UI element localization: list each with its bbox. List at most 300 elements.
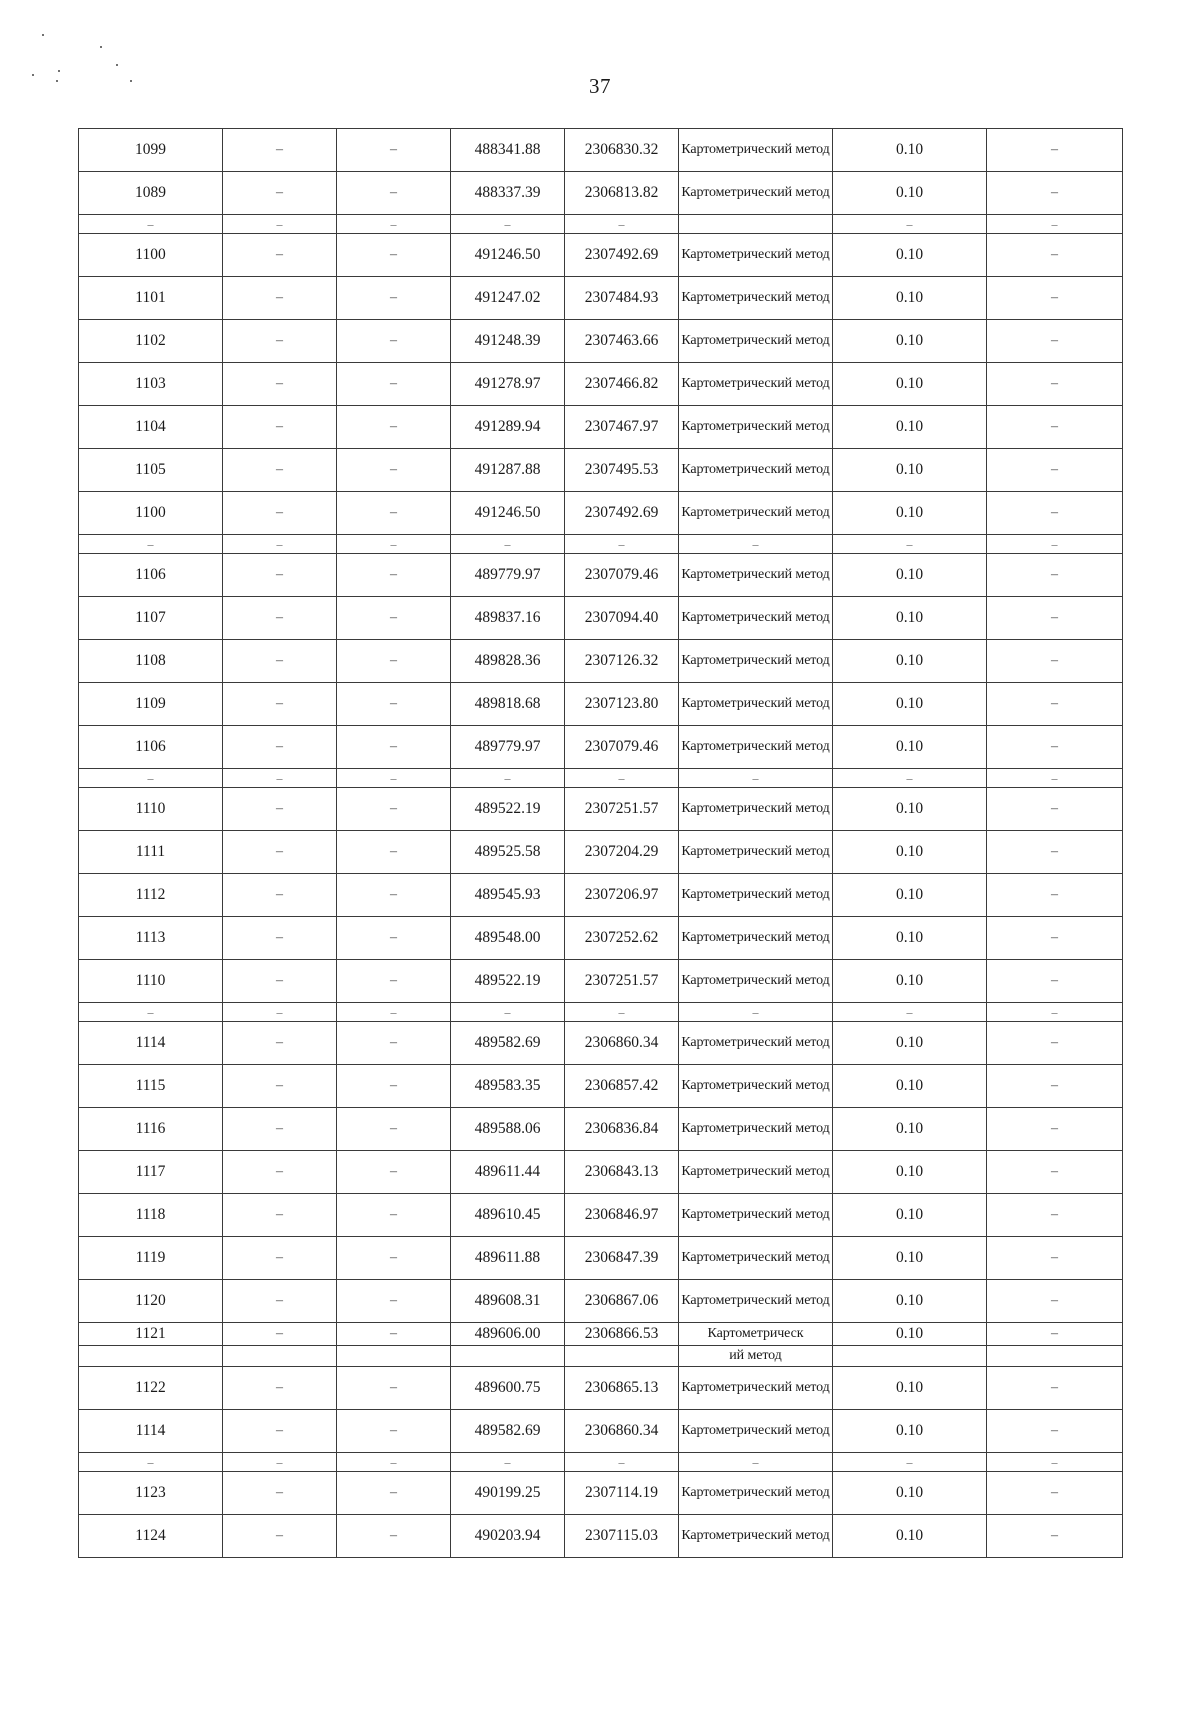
- method-cell: Картометрический метод: [679, 917, 833, 960]
- x-coordinate-cell: 491289.94: [451, 406, 565, 449]
- x-coordinate-cell: 489779.97: [451, 554, 565, 597]
- x-coordinate-cell: –: [451, 215, 565, 234]
- empty-dash-cell: –: [337, 129, 451, 172]
- point-number-cell: –: [79, 1003, 223, 1022]
- method-cell: Картометрический метод: [679, 1367, 833, 1410]
- description-cell: –: [987, 683, 1123, 726]
- point-number-cell: 1100: [79, 492, 223, 535]
- empty-dash-cell: –: [223, 1280, 337, 1323]
- empty-dash-cell: –: [337, 215, 451, 234]
- empty-dash-cell: –: [223, 1515, 337, 1558]
- point-number-cell: –: [79, 535, 223, 554]
- method-cell: –: [679, 1453, 833, 1472]
- table-row: [79, 1472, 1123, 1515]
- table-row: [79, 449, 1123, 492]
- point-number-cell: 1124: [79, 1515, 223, 1558]
- empty-dash-cell: –: [223, 1410, 337, 1453]
- table-row: [79, 726, 1123, 769]
- y-coordinate-cell: –: [565, 1453, 679, 1472]
- accuracy-cell: –: [833, 535, 987, 554]
- table-row: [79, 406, 1123, 449]
- method-cell: Картометрический метод: [679, 406, 833, 449]
- y-coordinate-cell: 2306857.42: [565, 1065, 679, 1108]
- table-row: [79, 172, 1123, 215]
- y-coordinate-cell: 2306867.06: [565, 1280, 679, 1323]
- empty-dash-cell: –: [223, 215, 337, 234]
- method-cell: Картометрический метод: [679, 234, 833, 277]
- empty-dash-cell: –: [337, 1453, 451, 1472]
- y-coordinate-cell: –: [565, 535, 679, 554]
- empty-dash-cell: –: [337, 683, 451, 726]
- empty-cell: [337, 1346, 451, 1367]
- empty-dash-cell: –: [223, 917, 337, 960]
- description-cell: –: [987, 234, 1123, 277]
- description-cell: –: [987, 1453, 1123, 1472]
- description-cell: –: [987, 406, 1123, 449]
- point-number-cell: 1117: [79, 1151, 223, 1194]
- x-coordinate-cell: 491246.50: [451, 492, 565, 535]
- empty-cell: [987, 1346, 1123, 1367]
- empty-dash-cell: –: [337, 917, 451, 960]
- y-coordinate-cell: –: [565, 769, 679, 788]
- table-row: [79, 1237, 1123, 1280]
- table-row: [79, 492, 1123, 535]
- method-cell: Картометрический метод: [679, 1065, 833, 1108]
- x-coordinate-cell: 489611.88: [451, 1237, 565, 1280]
- accuracy-cell: –: [833, 1003, 987, 1022]
- empty-dash-cell: –: [337, 1280, 451, 1323]
- method-cell: –: [679, 769, 833, 788]
- accuracy-cell: 0.10: [833, 1151, 987, 1194]
- method-cell: Картометрический метод: [679, 640, 833, 683]
- table-row: [79, 788, 1123, 831]
- accuracy-cell: 0.10: [833, 1323, 987, 1346]
- method-cell: Картометрический метод: [679, 172, 833, 215]
- point-number-cell: –: [79, 769, 223, 788]
- method-cell: Картометрический метод: [679, 554, 833, 597]
- accuracy-cell: 0.10: [833, 917, 987, 960]
- description-cell: –: [987, 1065, 1123, 1108]
- accuracy-cell: 0.10: [833, 1515, 987, 1558]
- x-coordinate-cell: –: [451, 535, 565, 554]
- accuracy-cell: 0.10: [833, 449, 987, 492]
- point-number-cell: 1107: [79, 597, 223, 640]
- empty-dash-cell: –: [337, 1410, 451, 1453]
- point-number-cell: 1122: [79, 1367, 223, 1410]
- accuracy-cell: 0.10: [833, 1280, 987, 1323]
- y-coordinate-cell: 2307492.69: [565, 492, 679, 535]
- y-coordinate-cell: –: [565, 215, 679, 234]
- x-coordinate-cell: 489588.06: [451, 1108, 565, 1151]
- accuracy-cell: –: [833, 1453, 987, 1472]
- point-number-cell: 1099: [79, 129, 223, 172]
- y-coordinate-cell: 2307094.40: [565, 597, 679, 640]
- method-cell: Картометрический метод: [679, 1280, 833, 1323]
- empty-dash-cell: –: [223, 726, 337, 769]
- table-row: [79, 831, 1123, 874]
- y-coordinate-cell: –: [565, 1003, 679, 1022]
- description-cell: –: [987, 554, 1123, 597]
- point-number-cell: 1111: [79, 831, 223, 874]
- accuracy-cell: 0.10: [833, 234, 987, 277]
- description-cell: –: [987, 1237, 1123, 1280]
- empty-cell: [451, 1346, 565, 1367]
- description-cell: –: [987, 1280, 1123, 1323]
- y-coordinate-cell: 2307492.69: [565, 234, 679, 277]
- empty-dash-cell: –: [223, 535, 337, 554]
- table-row: [79, 597, 1123, 640]
- method-cell: Картометрический метод: [679, 492, 833, 535]
- point-number-cell: 1108: [79, 640, 223, 683]
- point-number-cell: 1115: [79, 1065, 223, 1108]
- x-coordinate-cell: 488341.88: [451, 129, 565, 172]
- method-cell: Картометрический метод: [679, 1194, 833, 1237]
- x-coordinate-cell: –: [451, 1453, 565, 1472]
- description-cell: –: [987, 1022, 1123, 1065]
- accuracy-cell: 0.10: [833, 1065, 987, 1108]
- empty-dash-cell: –: [337, 1108, 451, 1151]
- accuracy-cell: 0.10: [833, 1367, 987, 1410]
- description-cell: –: [987, 320, 1123, 363]
- point-number-cell: 1123: [79, 1472, 223, 1515]
- empty-dash-cell: –: [223, 597, 337, 640]
- empty-dash-cell: –: [223, 960, 337, 1003]
- y-coordinate-cell: 2306830.32: [565, 129, 679, 172]
- method-cell: Картометрический метод: [679, 874, 833, 917]
- separator-row: [79, 769, 1123, 788]
- empty-dash-cell: –: [337, 788, 451, 831]
- y-coordinate-cell: 2307079.46: [565, 726, 679, 769]
- point-number-cell: 1100: [79, 234, 223, 277]
- method-cell: –: [679, 1003, 833, 1022]
- x-coordinate-cell: 489818.68: [451, 683, 565, 726]
- method-cell: Картометрический метод: [679, 1410, 833, 1453]
- x-coordinate-cell: 489545.93: [451, 874, 565, 917]
- method-cell: –: [679, 535, 833, 554]
- table-body: [79, 129, 1123, 1558]
- accuracy-cell: 0.10: [833, 1237, 987, 1280]
- empty-dash-cell: –: [337, 406, 451, 449]
- accuracy-cell: 0.10: [833, 726, 987, 769]
- table-row: [79, 1323, 1123, 1346]
- description-cell: –: [987, 492, 1123, 535]
- x-coordinate-cell: 489600.75: [451, 1367, 565, 1410]
- accuracy-cell: 0.10: [833, 492, 987, 535]
- point-number-cell: 1105: [79, 449, 223, 492]
- description-cell: –: [987, 129, 1123, 172]
- x-coordinate-cell: 491287.88: [451, 449, 565, 492]
- y-coordinate-cell: 2307079.46: [565, 554, 679, 597]
- table-row: [79, 1151, 1123, 1194]
- accuracy-cell: 0.10: [833, 831, 987, 874]
- empty-dash-cell: –: [223, 874, 337, 917]
- x-coordinate-cell: 489548.00: [451, 917, 565, 960]
- method-cell: Картометрический метод: [679, 831, 833, 874]
- y-coordinate-cell: 2306865.13: [565, 1367, 679, 1410]
- point-number-cell: 1110: [79, 960, 223, 1003]
- x-coordinate-cell: 489828.36: [451, 640, 565, 683]
- accuracy-cell: 0.10: [833, 277, 987, 320]
- point-number-cell: 1114: [79, 1022, 223, 1065]
- empty-dash-cell: –: [223, 363, 337, 406]
- method-cell: Картометрический метод: [679, 1022, 833, 1065]
- accuracy-cell: 0.10: [833, 874, 987, 917]
- empty-dash-cell: –: [223, 1367, 337, 1410]
- empty-dash-cell: –: [337, 960, 451, 1003]
- y-coordinate-cell: 2306846.97: [565, 1194, 679, 1237]
- point-number-cell: 1109: [79, 683, 223, 726]
- accuracy-cell: 0.10: [833, 1194, 987, 1237]
- method-cell: Картометрический метод: [679, 449, 833, 492]
- accuracy-cell: 0.10: [833, 960, 987, 1003]
- accuracy-cell: 0.10: [833, 1108, 987, 1151]
- empty-dash-cell: –: [337, 1022, 451, 1065]
- y-coordinate-cell: 2307463.66: [565, 320, 679, 363]
- empty-dash-cell: –: [223, 554, 337, 597]
- table-row: [79, 1194, 1123, 1237]
- empty-dash-cell: –: [223, 449, 337, 492]
- accuracy-cell: 0.10: [833, 640, 987, 683]
- description-cell: –: [987, 172, 1123, 215]
- method-cell: Картометрический метод: [679, 1237, 833, 1280]
- y-coordinate-cell: 2307484.93: [565, 277, 679, 320]
- description-cell: –: [987, 1151, 1123, 1194]
- empty-dash-cell: –: [223, 172, 337, 215]
- empty-dash-cell: –: [337, 1151, 451, 1194]
- empty-dash-cell: –: [223, 1194, 337, 1237]
- empty-dash-cell: –: [223, 1237, 337, 1280]
- x-coordinate-cell: 489837.16: [451, 597, 565, 640]
- description-cell: –: [987, 277, 1123, 320]
- empty-cell: [565, 1346, 679, 1367]
- point-number-cell: 1112: [79, 874, 223, 917]
- point-number-cell: 1120: [79, 1280, 223, 1323]
- description-cell: –: [987, 960, 1123, 1003]
- accuracy-cell: –: [833, 215, 987, 234]
- empty-dash-cell: –: [223, 492, 337, 535]
- x-coordinate-cell: 489611.44: [451, 1151, 565, 1194]
- method-cell: Картометрический метод: [679, 363, 833, 406]
- x-coordinate-cell: 489525.58: [451, 831, 565, 874]
- y-coordinate-cell: 2307251.57: [565, 788, 679, 831]
- table-row: [79, 1367, 1123, 1410]
- x-coordinate-cell: 489583.35: [451, 1065, 565, 1108]
- y-coordinate-cell: 2306843.13: [565, 1151, 679, 1194]
- description-cell: –: [987, 1472, 1123, 1515]
- description-cell: –: [987, 1003, 1123, 1022]
- description-cell: –: [987, 215, 1123, 234]
- x-coordinate-cell: 489606.00: [451, 1323, 565, 1346]
- empty-dash-cell: –: [337, 1515, 451, 1558]
- empty-dash-cell: –: [223, 1453, 337, 1472]
- method-cell: Картометрический метод: [679, 788, 833, 831]
- y-coordinate-cell: 2307123.80: [565, 683, 679, 726]
- method-cell: Картометрический метод: [679, 597, 833, 640]
- point-number-cell: 1114: [79, 1410, 223, 1453]
- y-coordinate-cell: 2307251.57: [565, 960, 679, 1003]
- table-row: [79, 1410, 1123, 1453]
- empty-dash-cell: –: [337, 597, 451, 640]
- empty-dash-cell: –: [223, 640, 337, 683]
- description-cell: –: [987, 449, 1123, 492]
- x-coordinate-cell: 489610.45: [451, 1194, 565, 1237]
- description-cell: –: [987, 726, 1123, 769]
- description-cell: –: [987, 1108, 1123, 1151]
- point-number-cell: 1116: [79, 1108, 223, 1151]
- y-coordinate-cell: 2307466.82: [565, 363, 679, 406]
- point-number-cell: 1118: [79, 1194, 223, 1237]
- table-row: [79, 363, 1123, 406]
- empty-dash-cell: –: [223, 234, 337, 277]
- empty-dash-cell: –: [337, 1003, 451, 1022]
- accuracy-cell: 0.10: [833, 172, 987, 215]
- separator-row: [79, 535, 1123, 554]
- empty-dash-cell: –: [223, 406, 337, 449]
- point-number-cell: 1119: [79, 1237, 223, 1280]
- y-coordinate-cell: 2306813.82: [565, 172, 679, 215]
- empty-dash-cell: –: [337, 1323, 451, 1346]
- empty-dash-cell: –: [337, 640, 451, 683]
- separator-row: [79, 215, 1123, 234]
- empty-dash-cell: –: [337, 726, 451, 769]
- empty-dash-cell: –: [223, 769, 337, 788]
- method-cell: Картометрический метод: [679, 1108, 833, 1151]
- description-cell: –: [987, 597, 1123, 640]
- empty-dash-cell: –: [337, 172, 451, 215]
- x-coordinate-cell: 491278.97: [451, 363, 565, 406]
- point-number-cell: 1104: [79, 406, 223, 449]
- table-row-continuation: [79, 1346, 1123, 1367]
- point-number-cell: 1121: [79, 1323, 223, 1346]
- accuracy-cell: 0.10: [833, 1410, 987, 1453]
- method-cell-continuation: ий метод: [679, 1346, 833, 1367]
- table-row: [79, 874, 1123, 917]
- method-cell: [679, 215, 833, 234]
- empty-dash-cell: –: [223, 831, 337, 874]
- point-number-cell: –: [79, 215, 223, 234]
- empty-dash-cell: –: [337, 831, 451, 874]
- point-number-cell: 1113: [79, 917, 223, 960]
- table-row: [79, 917, 1123, 960]
- x-coordinate-cell: 489582.69: [451, 1410, 565, 1453]
- table-row: [79, 1065, 1123, 1108]
- y-coordinate-cell: 2307126.32: [565, 640, 679, 683]
- description-cell: –: [987, 917, 1123, 960]
- empty-dash-cell: –: [223, 1151, 337, 1194]
- x-coordinate-cell: 491248.39: [451, 320, 565, 363]
- description-cell: –: [987, 788, 1123, 831]
- empty-dash-cell: –: [223, 788, 337, 831]
- accuracy-cell: 0.10: [833, 554, 987, 597]
- page-number: 37: [589, 74, 611, 98]
- y-coordinate-cell: 2307495.53: [565, 449, 679, 492]
- x-coordinate-cell: 489522.19: [451, 960, 565, 1003]
- description-cell: –: [987, 640, 1123, 683]
- y-coordinate-cell: 2306836.84: [565, 1108, 679, 1151]
- empty-dash-cell: –: [337, 1367, 451, 1410]
- point-number-cell: 1101: [79, 277, 223, 320]
- x-coordinate-cell: 489608.31: [451, 1280, 565, 1323]
- empty-dash-cell: –: [223, 1323, 337, 1346]
- empty-dash-cell: –: [337, 363, 451, 406]
- method-cell: Картометрический метод: [679, 320, 833, 363]
- empty-cell: [79, 1346, 223, 1367]
- method-cell: Картометрический метод: [679, 726, 833, 769]
- table-row: [79, 129, 1123, 172]
- accuracy-cell: 0.10: [833, 788, 987, 831]
- empty-dash-cell: –: [223, 683, 337, 726]
- method-cell: Картометрический метод: [679, 683, 833, 726]
- empty-dash-cell: –: [337, 492, 451, 535]
- accuracy-cell: 0.10: [833, 406, 987, 449]
- accuracy-cell: 0.10: [833, 597, 987, 640]
- table-row: [79, 1022, 1123, 1065]
- y-coordinate-cell: 2307467.97: [565, 406, 679, 449]
- empty-dash-cell: –: [337, 1065, 451, 1108]
- empty-dash-cell: –: [223, 277, 337, 320]
- accuracy-cell: 0.10: [833, 129, 987, 172]
- method-cell: Картометрический метод: [679, 1515, 833, 1558]
- empty-dash-cell: –: [337, 874, 451, 917]
- empty-dash-cell: –: [337, 554, 451, 597]
- description-cell: –: [987, 363, 1123, 406]
- x-coordinate-cell: 489582.69: [451, 1022, 565, 1065]
- method-cell: Картометрическ: [679, 1323, 833, 1346]
- empty-dash-cell: –: [337, 1194, 451, 1237]
- table-row: [79, 234, 1123, 277]
- y-coordinate-cell: 2307206.97: [565, 874, 679, 917]
- description-cell: –: [987, 535, 1123, 554]
- empty-dash-cell: –: [223, 1022, 337, 1065]
- y-coordinate-cell: 2306866.53: [565, 1323, 679, 1346]
- y-coordinate-cell: 2306847.39: [565, 1237, 679, 1280]
- description-cell: –: [987, 769, 1123, 788]
- point-number-cell: 1110: [79, 788, 223, 831]
- y-coordinate-cell: 2307252.62: [565, 917, 679, 960]
- empty-dash-cell: –: [337, 320, 451, 363]
- x-coordinate-cell: 489779.97: [451, 726, 565, 769]
- empty-cell: [833, 1346, 987, 1367]
- separator-row: [79, 1003, 1123, 1022]
- description-cell: –: [987, 874, 1123, 917]
- y-coordinate-cell: 2307114.19: [565, 1472, 679, 1515]
- empty-dash-cell: –: [337, 1237, 451, 1280]
- description-cell: –: [987, 831, 1123, 874]
- y-coordinate-cell: 2307115.03: [565, 1515, 679, 1558]
- accuracy-cell: 0.10: [833, 1022, 987, 1065]
- method-cell: Картометрический метод: [679, 129, 833, 172]
- y-coordinate-cell: 2306860.34: [565, 1410, 679, 1453]
- description-cell: –: [987, 1367, 1123, 1410]
- empty-dash-cell: –: [337, 449, 451, 492]
- x-coordinate-cell: 491247.02: [451, 277, 565, 320]
- empty-dash-cell: –: [337, 1472, 451, 1515]
- empty-dash-cell: –: [337, 234, 451, 277]
- empty-dash-cell: –: [223, 129, 337, 172]
- description-cell: –: [987, 1515, 1123, 1558]
- x-coordinate-cell: 489522.19: [451, 788, 565, 831]
- accuracy-cell: 0.10: [833, 1472, 987, 1515]
- x-coordinate-cell: –: [451, 769, 565, 788]
- table-row: [79, 1108, 1123, 1151]
- point-number-cell: –: [79, 1453, 223, 1472]
- accuracy-cell: 0.10: [833, 363, 987, 406]
- accuracy-cell: –: [833, 769, 987, 788]
- y-coordinate-cell: 2306860.34: [565, 1022, 679, 1065]
- x-coordinate-cell: –: [451, 1003, 565, 1022]
- empty-dash-cell: –: [337, 535, 451, 554]
- empty-dash-cell: –: [223, 1065, 337, 1108]
